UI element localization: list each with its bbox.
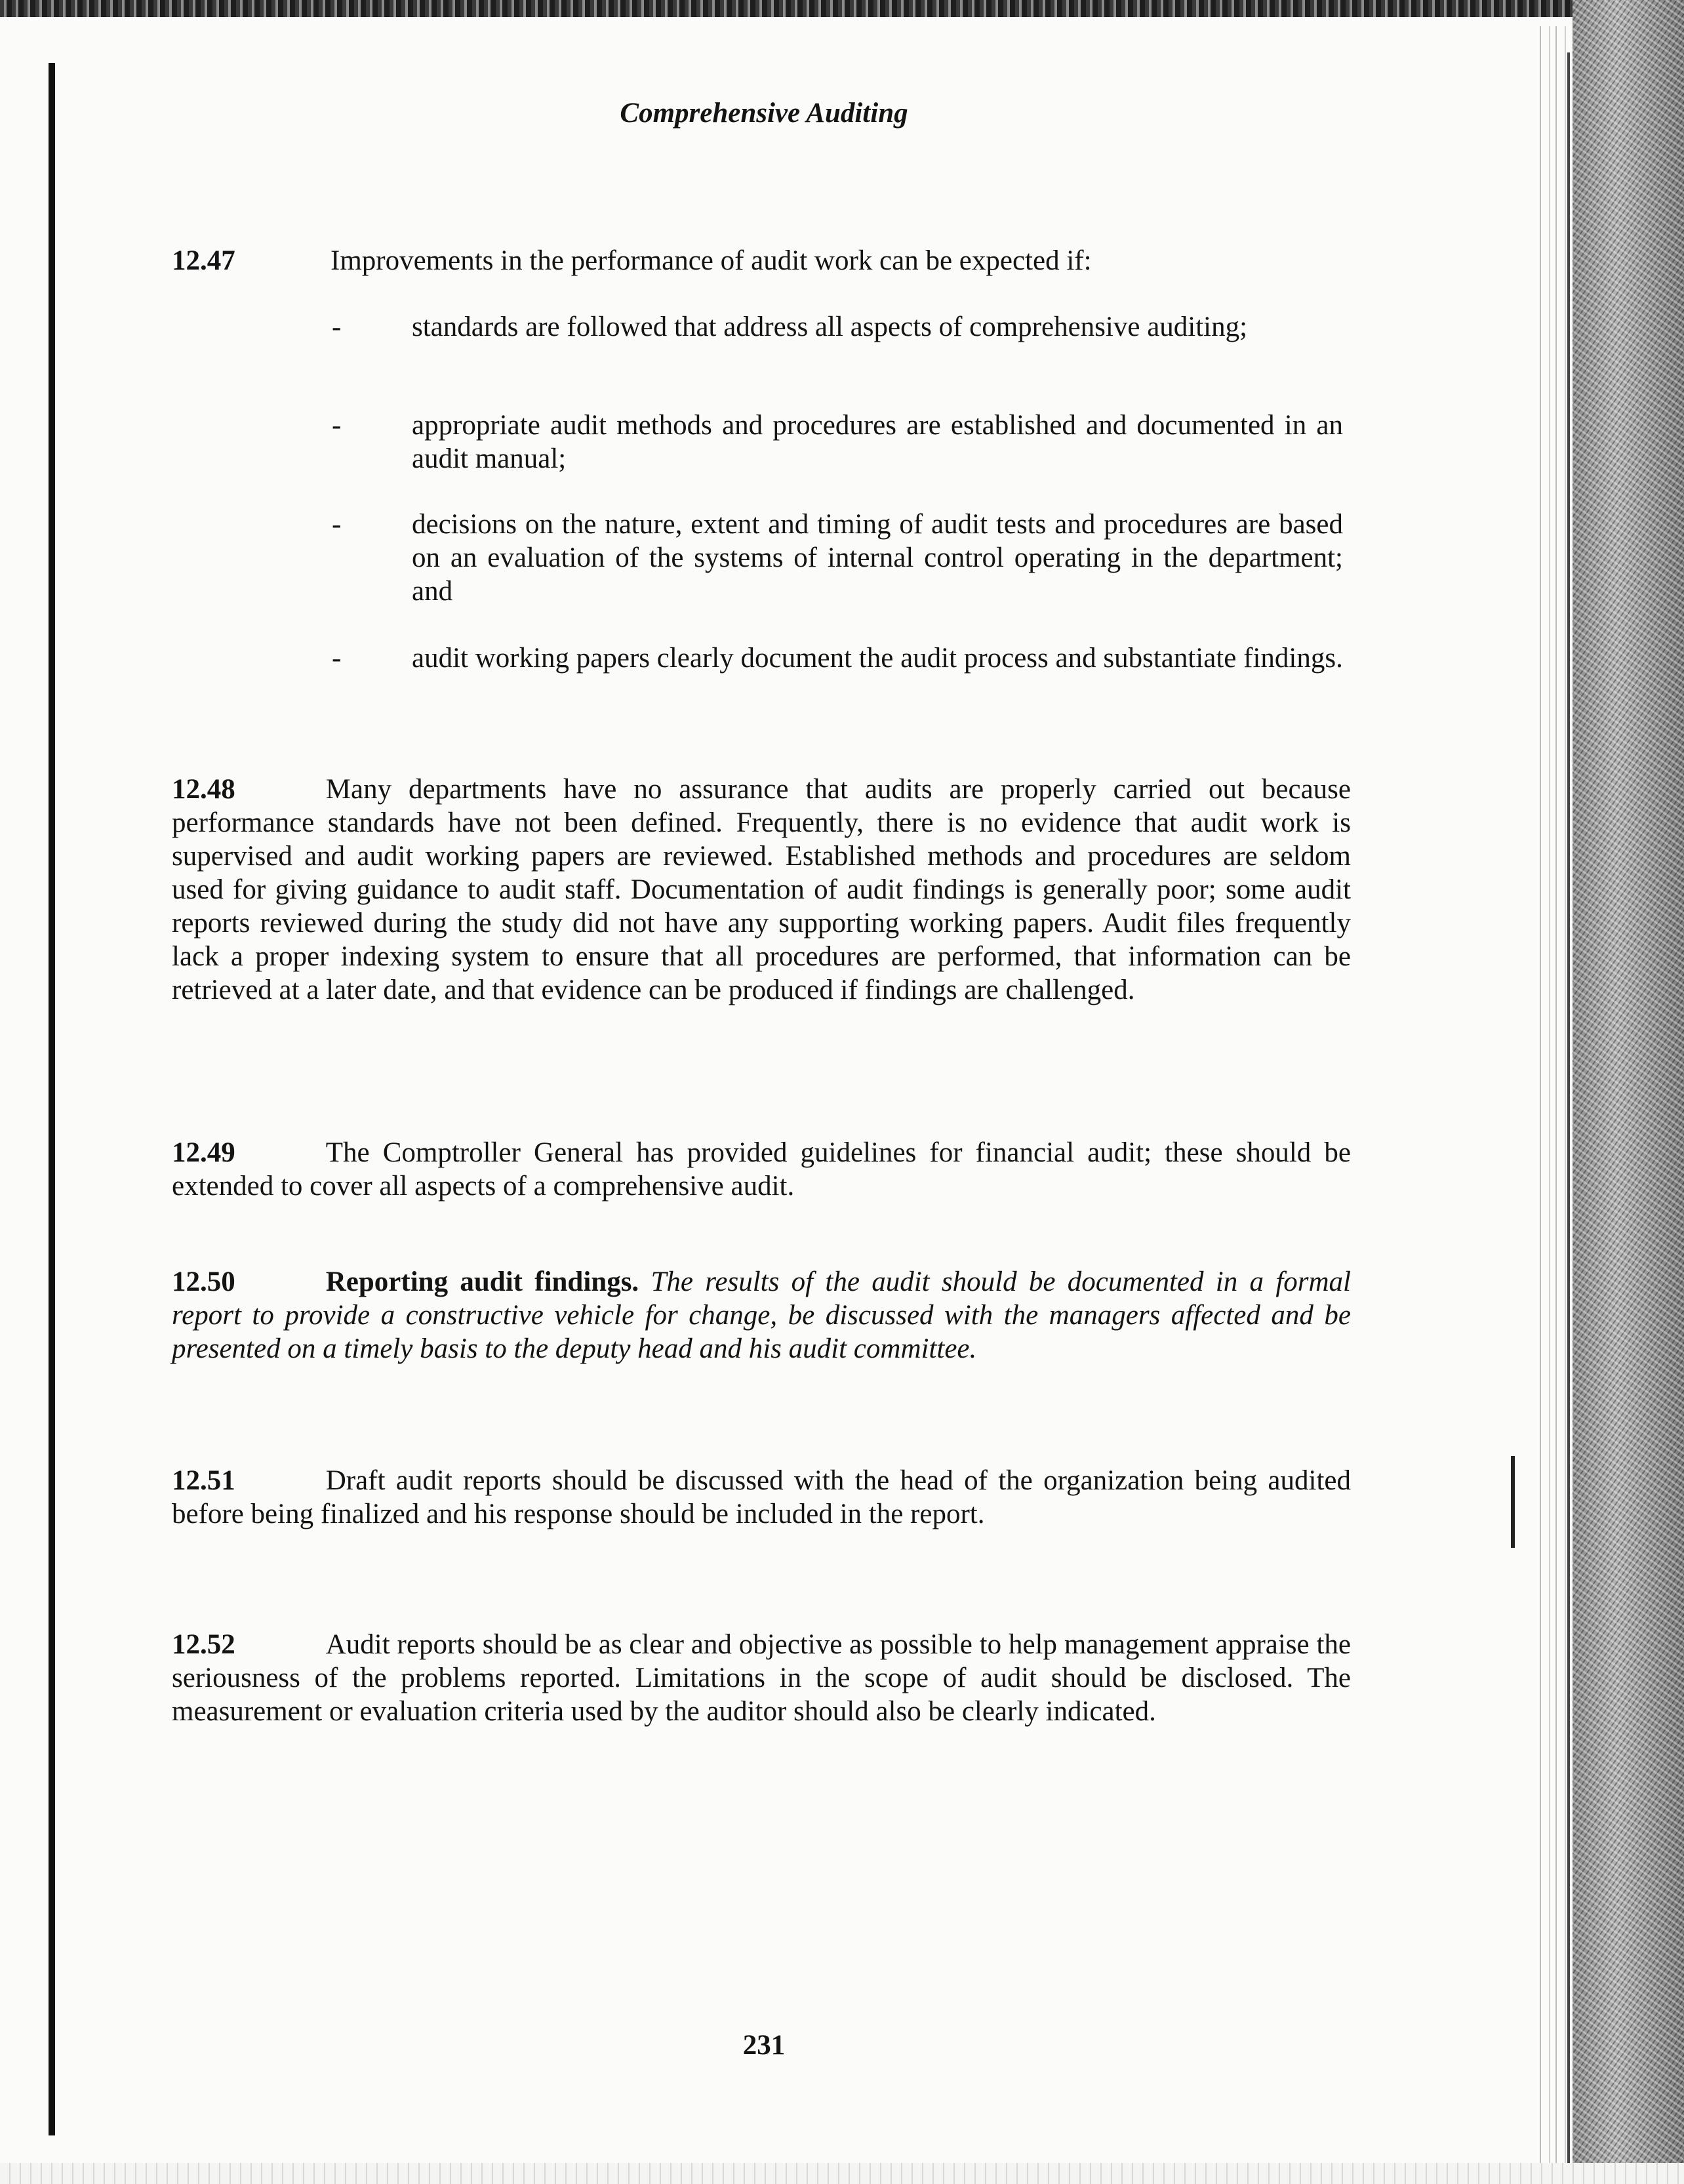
- paragraph-number: 12.52: [172, 1629, 235, 1660]
- paragraph-12-48: [172, 773, 1351, 1007]
- paragraph-12-51: [172, 1464, 1351, 1531]
- paragraph-number: 12.48: [172, 774, 235, 805]
- page-edge-bar: [1567, 52, 1570, 2164]
- paragraph-text: Draft audit reports should be discussed with the head of the organization being audited before being finalized and his response should be included in the report.: [172, 1465, 1351, 1529]
- paragraph-text: The Comptroller General has provided guidelines for financial audit; these should be extended to cover all aspects of a comprehensive audit.: [172, 1137, 1351, 1202]
- bullet-dash: -: [332, 509, 342, 540]
- paragraph-number: 12.47: [172, 245, 235, 276]
- paragraph-text: Audit reports should be as clear and objective as possible to help management appraise the seriousness of the problems reported. Limitations in the scope of audit should be disclosed. The measurement or evaluation criteria used by the auditor should also be clearly indicated.: [172, 1629, 1351, 1727]
- list-item-text: standards are followed that address all aspects of comprehensive auditing;: [412, 312, 1248, 342]
- scan-top-edge: [0, 0, 1684, 17]
- paragraph-number: 12.49: [172, 1137, 235, 1168]
- paragraph-intro: Improvements in the performance of audit work can be expected if:: [331, 245, 1092, 276]
- paragraph-12-49: [172, 1136, 1351, 1203]
- paragraph-12-50: [172, 1265, 1351, 1365]
- bullet-dash: -: [332, 410, 342, 441]
- bullet-dash: -: [332, 643, 342, 674]
- binding-shadow: [49, 63, 55, 2135]
- book-edge: [1573, 0, 1684, 2184]
- list-item-text: decisions on the nature, extent and timing of audit tests and procedures are based on an evaluation of the systems of internal control operating in the department; and: [412, 509, 1343, 607]
- paragraph-text: Many departments have no assurance that audits are properly carried out because performance standards have not been defined. Frequently, there is no evidence that audit work is supervised and audit working papers are reviewed. Established methods and procedures are seldom used for giving guidance to audit staff. Documentation of audit findings is generally poor; some audit reports reviewed during the study did not have any supporting working papers. Audit files frequently lack a proper indexing system to ensure that all procedures are performed, that information can be retrieved at a later date, and that evidence can be produced if findings are challenged.: [172, 774, 1351, 1005]
- paragraph-heading: Reporting audit findings.: [325, 1266, 639, 1297]
- page-number: 231: [742, 2030, 786, 2061]
- running-head: Comprehensive Auditing: [620, 98, 908, 129]
- list-item-text: audit working papers clearly document the audit process and substantiate findings.: [412, 643, 1343, 674]
- paragraph-12-52: [172, 1628, 1351, 1728]
- bullet-dash: -: [332, 312, 342, 342]
- scan-bottom-edge: [0, 2163, 1684, 2184]
- page-edge-lines: [1534, 26, 1571, 2164]
- paragraph-number: 12.50: [172, 1266, 235, 1297]
- margin-mark: [1511, 1456, 1515, 1548]
- paragraph-text: The results of the audit should be documented in a formal report to provide a constructive vehicle for change, be discussed with the managers affected and be presented on a timely basis to the deputy head and his audit committee.: [172, 1266, 1352, 1364]
- list-item-text: appropriate audit methods and procedures are established and documented in an audit manual;: [412, 410, 1343, 474]
- paragraph-number: 12.51: [172, 1465, 235, 1496]
